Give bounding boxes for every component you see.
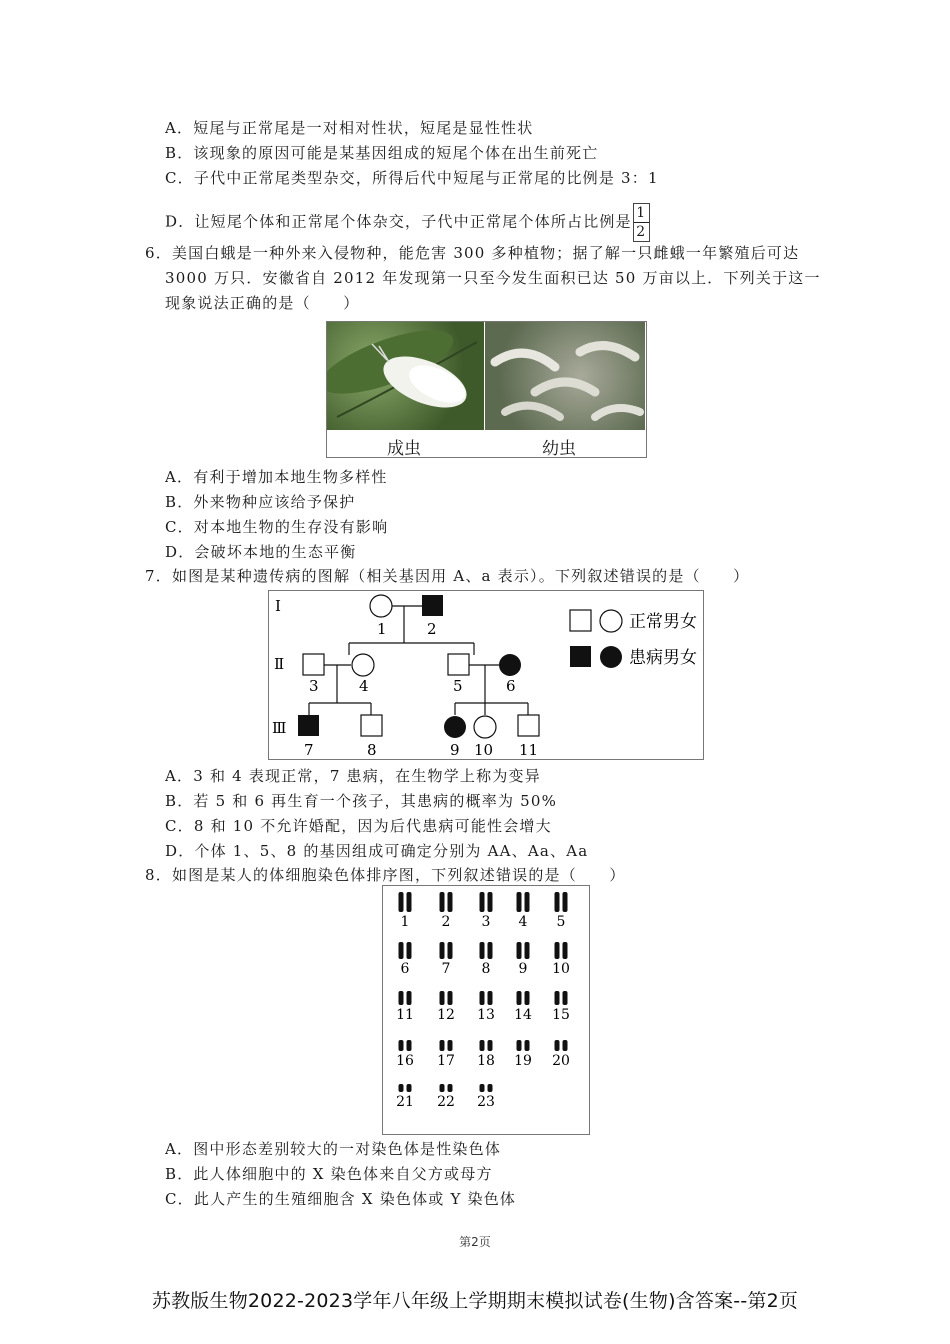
legend-normal-label: 正常男女 [629,612,697,632]
chromosome-number-22: 22 [437,1094,455,1110]
q6-option-b: B．外来物种应该给予保护 [165,493,356,511]
chromosome-pair-2 [440,892,453,912]
chromosome-pair-4 [517,892,530,912]
q7-stem: 7．如图是某种遗传病的图解（相关基因用 A、a 表示）。下列叙述错误的是（ ） [145,567,750,585]
ind-number-3: 3 [309,677,319,695]
document-title-footer: 苏教版生物2022-2023学年八年级上学期期末模拟试卷(生物)含答案--第2页 [151,1290,799,1312]
q8-option-b: B．此人体细胞中的 X 染色体来自父方或母方 [165,1165,493,1183]
chromosome-pair-16 [399,1040,412,1051]
legend-affected-label: 患病男女 [629,648,697,668]
fraction-denominator: 2 [636,224,647,240]
larva-photo [485,322,645,430]
chromosome-number-16: 16 [396,1053,414,1069]
chromosome-pair-11 [399,991,412,1005]
chromosome-number-7: 7 [441,961,451,977]
individual-9-affected-female [444,716,466,738]
chromosome-number-14: 14 [514,1007,532,1023]
chromosome-number-5: 5 [556,914,566,930]
legend-affected-male-icon [570,646,591,667]
chromosome-number-6: 6 [400,961,410,977]
individual-2-affected-male [422,595,443,616]
chromosome-pair-19 [517,1040,530,1051]
chromosome-pair-22 [440,1084,453,1092]
chromosome-pair-9 [517,942,530,959]
chromosome-pair-14 [517,991,530,1005]
q7-option-a: A．3 和 4 表现正常，7 患病，在生物学上称为变异 [165,767,541,785]
individual-10-normal-female [474,716,496,738]
chromosome-number-19: 19 [514,1053,532,1069]
ind-number-1: 1 [377,620,387,638]
legend-normal-male-icon [570,610,591,631]
chromosome-number-3: 3 [481,914,491,930]
pedigree-chart [268,590,704,760]
ind-number-4: 4 [359,677,369,695]
q6-option-c: C．对本地生物的生存没有影响 [165,518,389,536]
individual-5-normal-male [448,654,469,675]
generation-label-2: Ⅱ [274,655,285,673]
q5-option-a: A．短尾与正常尾是一对相对性状，短尾是显性性状 [165,119,534,137]
chromosome-number-15: 15 [552,1007,570,1023]
q6-stem-line3: 现象说法正确的是（ ） [165,294,360,312]
ind-number-9: 9 [450,741,460,759]
q8-option-c: C．此人产生的生殖细胞含 X 染色体或 Y 染色体 [165,1190,517,1208]
chromosome-number-13: 13 [477,1007,495,1023]
chromosome-pair-10 [555,942,568,959]
chromosome-number-20: 20 [552,1053,570,1069]
generation-label-1: Ⅰ [275,597,281,615]
q5-option-d [165,203,650,242]
chromosome-pair-5 [555,892,568,912]
pedigree-svg [269,591,703,759]
chromosome-pair-3 [480,892,493,912]
q5-option-b: B．该现象的原因可能是某基因组成的短尾个体在出生前死亡 [165,144,599,162]
q6-stem-line1: 6．美国白蛾是一种外来入侵物种，能危害 300 多种植物；据了解一只雌蛾一年繁殖后可达 [145,244,800,262]
legend-affected-female-icon [600,646,622,668]
page-number: 第2页 [459,1235,491,1249]
chromosome-pair-17 [440,1040,453,1051]
ind-number-10: 10 [474,741,494,759]
chromosome-number-11: 11 [396,1007,414,1023]
q6-option-a: A．有利于增加本地生物多样性 [165,468,388,486]
chromosome-number-9: 9 [518,961,528,977]
q6-stem-line2: 3000 万只．安徽省自 2012 年发现第一只至今发生面积已达 50 万亩以上．下列关于这一 [165,269,821,287]
chromosome-pair-12 [440,991,453,1005]
ind-number-8: 8 [367,741,377,759]
chromosome-pair-15 [555,991,568,1005]
chromosome-pair-6 [399,942,412,959]
caterpillar-illustration [485,322,645,430]
individual-8-normal-male [361,715,382,736]
ind-number-6: 6 [506,677,516,695]
q8-stem: 8．如图是某人的体细胞染色体排序图，下列叙述错误的是（ ） [145,866,626,884]
ind-number-11: 11 [519,741,539,759]
q7-option-d: D．个体 1、5、8 的基因组成可确定分别为 AA、Aa、Aa [165,842,589,860]
white-moth-figure [326,321,647,458]
q6-option-d: D．会破坏本地的生态平衡 [165,543,357,561]
chromosome-number-4: 4 [518,914,528,930]
karyotype-figure [382,885,590,1135]
chromosome-pair-8 [480,942,493,959]
q7-option-b: B．若 5 和 6 再生育一个孩子，其患病的概率为 50% [165,792,558,810]
chromosome-pair-18 [480,1040,493,1051]
chromosome-number-23: 23 [477,1094,495,1110]
chromosome-pair-20 [555,1040,568,1051]
caption-adult: 成虫 [387,439,421,459]
moth-illustration [327,322,484,430]
chromosome-pair-23 [480,1084,493,1092]
ind-number-2: 2 [427,620,437,638]
individual-7-affected-male [298,715,319,736]
fraction-one-half [633,203,650,242]
chromosome-number-10: 10 [552,961,570,977]
individual-4-normal-female [352,654,374,676]
chromosome-number-18: 18 [477,1053,495,1069]
chromosome-number-8: 8 [481,961,491,977]
individual-3-normal-male [303,654,324,675]
caption-larva: 幼虫 [542,439,576,459]
chromosome-pair-7 [440,942,453,959]
ind-number-5: 5 [453,677,463,695]
q7-option-c: C．8 和 10 不允许婚配，因为后代患病可能性会增大 [165,817,552,835]
individual-6-affected-female [499,654,521,676]
q5-option-d-text: D．让短尾个体和正常尾个体杂交，子代中正常尾个体所占比例是 [165,212,632,231]
chromosome-number-17: 17 [437,1053,455,1069]
fraction-numerator: 1 [634,204,649,223]
chromosome-pair-13 [480,991,493,1005]
chromosome-pair-21 [399,1084,412,1092]
individual-11-normal-male [518,715,539,736]
q8-option-a: A．图中形态差别较大的一对染色体是性染色体 [165,1140,502,1158]
q5-option-c: C．子代中正常尾类型杂交，所得后代中短尾与正常尾的比例是 3：1 [165,169,659,187]
chromosome-number-2: 2 [441,914,451,930]
legend-normal-female-icon [600,610,622,632]
chromosome-number-1: 1 [400,914,410,930]
individual-1-normal-female [370,595,392,617]
chromosome-pair-1 [399,892,412,912]
generation-label-3: Ⅲ [272,719,287,737]
chromosome-number-21: 21 [396,1094,414,1110]
karyotype-svg [383,886,589,1134]
ind-number-7: 7 [304,741,314,759]
chromosome-number-12: 12 [437,1007,455,1023]
adult-moth-photo [327,322,484,430]
